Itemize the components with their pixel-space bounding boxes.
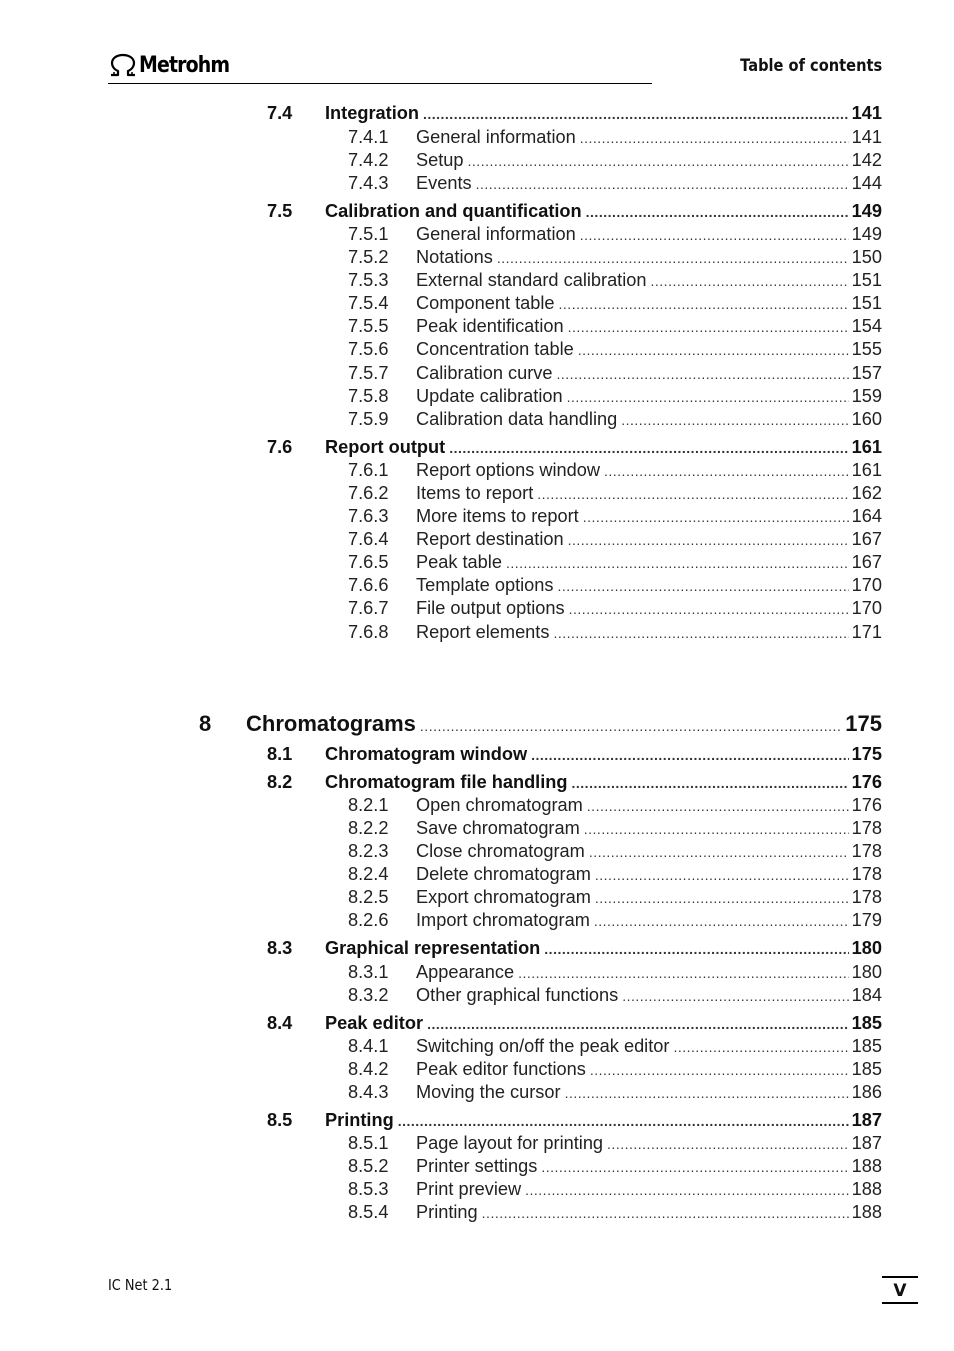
- toc-leader: [449, 436, 848, 460]
- toc-number: 7.4.2: [348, 150, 389, 170]
- toc-subsection-7-4-1[interactable]: [348, 125, 882, 149]
- toc-page: 180: [851, 938, 882, 958]
- toc-title: Calibration curve: [416, 363, 553, 383]
- toc-subsection-8-4-3[interactable]: [348, 1080, 882, 1104]
- toc-subsection-8-2-5[interactable]: [348, 885, 882, 909]
- toc-page: 176: [851, 772, 882, 792]
- toc-page: 151: [851, 293, 882, 313]
- toc-page: 179: [851, 910, 882, 930]
- toc-page: 176: [851, 795, 882, 815]
- toc-page: 162: [851, 483, 882, 503]
- toc-leader: [476, 172, 849, 196]
- toc-number: 8.1: [267, 744, 293, 764]
- toc-leader: [604, 459, 849, 483]
- toc-leader: [580, 223, 849, 247]
- toc-leader: [587, 794, 849, 818]
- toc-leader: [589, 840, 849, 864]
- toc-leader: [420, 711, 842, 741]
- toc-number: 7.5.1: [348, 224, 389, 244]
- toc-title: Report elements: [416, 622, 550, 642]
- toc-page: 175: [851, 744, 882, 764]
- toc-title: Close chromatogram: [416, 841, 585, 861]
- toc-page: 144: [851, 173, 882, 193]
- toc-leader: [423, 102, 849, 126]
- toc-number: 7.5.8: [348, 386, 389, 406]
- toc-title: Peak identification: [416, 316, 564, 336]
- toc-subsection-7-4-3[interactable]: [348, 171, 882, 195]
- toc-number: 7.4.1: [348, 127, 389, 147]
- toc-title: Export chromatogram: [416, 887, 591, 907]
- toc-section-8-2[interactable]: [267, 770, 882, 794]
- toc-title: Print preview: [416, 1179, 522, 1199]
- toc-page: 150: [851, 247, 882, 267]
- toc-subsection-8-5-4[interactable]: [348, 1200, 882, 1224]
- toc-number: 8.3.1: [348, 962, 389, 982]
- page-header-title: Table of contents: [739, 56, 882, 76]
- footer-product: IC Net 2.1: [108, 1276, 173, 1294]
- toc-page: 141: [851, 127, 882, 147]
- toc-number: 8.2.5: [348, 887, 389, 907]
- toc-page: 154: [851, 316, 882, 336]
- toc-subsection-7-5-9[interactable]: [348, 407, 882, 431]
- toc-section-7-6[interactable]: [267, 435, 882, 459]
- toc-number: 7.6.6: [348, 575, 389, 595]
- toc-subsection-7-4-2[interactable]: [348, 148, 882, 172]
- toc-title: Moving the cursor: [416, 1082, 561, 1102]
- toc-number: 7.5.7: [348, 363, 389, 383]
- toc-page: 171: [851, 622, 882, 642]
- toc-title: Notations: [416, 247, 493, 267]
- toc-number: 8.5: [267, 1110, 293, 1130]
- toc-leader: [556, 362, 848, 386]
- toc-section-7-4[interactable]: [267, 101, 882, 125]
- toc-page: 188: [851, 1179, 882, 1199]
- toc-page: 157: [851, 363, 882, 383]
- toc-leader: [565, 1081, 849, 1105]
- toc-page: 170: [851, 575, 882, 595]
- toc-page: 161: [851, 460, 882, 480]
- toc-leader: [651, 269, 849, 293]
- toc-leader: [559, 292, 849, 316]
- toc-subsection-8-4-2[interactable]: [348, 1057, 882, 1081]
- toc-leader: [586, 200, 849, 224]
- toc-title: Report options window: [416, 460, 600, 480]
- toc-title: Integration: [325, 103, 419, 123]
- toc-number: 8.2.1: [348, 795, 389, 815]
- toc-title: More items to report: [416, 506, 579, 526]
- toc-title: Chromatogram window: [325, 744, 528, 764]
- toc-number: 8.2.4: [348, 864, 389, 884]
- toc-subsection-7-5-7[interactable]: [348, 361, 882, 385]
- toc-page: 164: [851, 506, 882, 526]
- toc-page: 149: [851, 201, 882, 221]
- toc-subsection-8-3-2[interactable]: [348, 983, 882, 1007]
- toc-leader: [497, 246, 849, 270]
- toc-number: 8.3: [267, 938, 293, 958]
- toc-title: Printer settings: [416, 1156, 538, 1176]
- toc-page: 180: [851, 962, 882, 982]
- toc-page: 178: [851, 841, 882, 861]
- toc-subsection-8-5-1[interactable]: [348, 1131, 882, 1155]
- toc-title: Report output: [325, 437, 446, 457]
- toc-page: 155: [851, 339, 882, 359]
- toc-subsection-8-2-4[interactable]: [348, 862, 882, 886]
- toc-number: 7.6.8: [348, 622, 389, 642]
- brand-name: Metrohm: [139, 52, 230, 78]
- toc-title: Graphical representation: [325, 938, 541, 958]
- toc-title: Update calibration: [416, 386, 563, 406]
- toc-page: 167: [851, 552, 882, 572]
- toc-title: Import chromatogram: [416, 910, 590, 930]
- toc-leader: [537, 482, 848, 506]
- toc-leader: [506, 551, 849, 575]
- toc-subsection-8-4-1[interactable]: [348, 1034, 882, 1058]
- toc-number: 7.6.7: [348, 598, 389, 618]
- toc-page: 186: [851, 1082, 882, 1102]
- brand-logo: [108, 52, 244, 78]
- toc-section-8-3[interactable]: [267, 936, 882, 960]
- toc-subsection-7-6-4[interactable]: [348, 527, 882, 551]
- toc-leader: [578, 338, 849, 362]
- toc-title: Printing: [325, 1110, 394, 1130]
- toc-leader: [558, 574, 849, 598]
- toc-subsection-7-6-2[interactable]: [348, 481, 882, 505]
- toc-leader: [568, 315, 849, 339]
- toc-number: 8.5.2: [348, 1156, 389, 1176]
- toc-subsection-7-6-5[interactable]: [348, 550, 882, 574]
- toc-section-8-1[interactable]: [267, 742, 882, 766]
- toc-page: 185: [851, 1036, 882, 1056]
- toc-number: 8.4.2: [348, 1059, 389, 1079]
- toc-leader: [607, 1132, 849, 1156]
- toc-title: Concentration table: [416, 339, 574, 359]
- toc-number: 8.4: [267, 1013, 293, 1033]
- toc-title: Switching on/off the peak editor: [416, 1036, 670, 1056]
- toc-subsection-7-6-1[interactable]: [348, 458, 882, 482]
- toc-number: 7.6.4: [348, 529, 389, 549]
- toc-title: Other graphical functions: [416, 985, 619, 1005]
- toc-number: 8.4.1: [348, 1036, 389, 1056]
- header-divider: [108, 83, 652, 84]
- toc-number: 8.2.6: [348, 910, 389, 930]
- toc-leader: [567, 385, 849, 409]
- toc-page: 187: [851, 1110, 882, 1130]
- toc-subsection-8-5-3[interactable]: [348, 1177, 882, 1201]
- toc-subsection-7-5-2[interactable]: [348, 245, 882, 269]
- toc-leader: [580, 126, 849, 150]
- toc-number: 7.6.2: [348, 483, 389, 503]
- toc-page: 184: [851, 985, 882, 1005]
- toc-number: 7.4.3: [348, 173, 389, 193]
- toc-leader: [595, 886, 849, 910]
- toc-title: Printing: [416, 1202, 478, 1222]
- toc-page: 160: [851, 409, 882, 429]
- toc-title: Peak table: [416, 552, 502, 572]
- toc-subsection-7-5-4[interactable]: [348, 291, 882, 315]
- toc-leader: [595, 863, 849, 887]
- toc-leader: [427, 1012, 849, 1036]
- toc-subsection-8-5-2[interactable]: [348, 1154, 882, 1178]
- toc-number: 7.4: [267, 103, 293, 123]
- toc-number: 8.4.3: [348, 1082, 389, 1102]
- toc-title: Report destination: [416, 529, 564, 549]
- toc-leader: [583, 505, 849, 529]
- toc-leader: [531, 743, 849, 767]
- toc-page: 142: [851, 150, 882, 170]
- toc-section-7-5[interactable]: [267, 199, 882, 223]
- toc-number: 7.5: [267, 201, 293, 221]
- toc-title: Component table: [416, 293, 555, 313]
- toc-leader: [398, 1109, 849, 1133]
- toc-number: 7.6.1: [348, 460, 389, 480]
- toc-section-8-5[interactable]: [267, 1108, 882, 1132]
- toc-title: Calibration data handling: [416, 409, 618, 429]
- toc-number: 7.5.6: [348, 339, 389, 359]
- toc-number: 7.6.5: [348, 552, 389, 572]
- toc-leader: [568, 528, 849, 552]
- toc-number: 7.5.2: [348, 247, 389, 267]
- toc-page: 185: [851, 1013, 882, 1033]
- toc-number: 7.5.5: [348, 316, 389, 336]
- toc-page: 178: [851, 864, 882, 884]
- toc-leader: [544, 937, 848, 961]
- toc-title: Chromatogram file handling: [325, 772, 568, 792]
- toc-leader: [673, 1035, 848, 1059]
- toc-title: Events: [416, 173, 472, 193]
- toc-title: Peak editor functions: [416, 1059, 586, 1079]
- toc-page: 161: [851, 437, 882, 457]
- toc-page: 159: [851, 386, 882, 406]
- toc-page: 167: [851, 529, 882, 549]
- toc-page: 188: [851, 1202, 882, 1222]
- toc-subsection-7-5-1[interactable]: [348, 222, 882, 246]
- toc-page: 187: [851, 1133, 882, 1153]
- toc-title: Peak editor: [325, 1013, 424, 1033]
- toc-number: 7.5.9: [348, 409, 389, 429]
- toc-subsection-7-6-6[interactable]: [348, 573, 882, 597]
- toc-page: 188: [851, 1156, 882, 1176]
- toc-leader: [518, 961, 849, 985]
- toc-leader: [590, 1058, 849, 1082]
- toc-title: Chromatograms: [246, 711, 416, 736]
- toc-subsection-7-5-6[interactable]: [348, 337, 882, 361]
- toc-leader: [569, 597, 849, 621]
- toc-title: Save chromatogram: [416, 818, 580, 838]
- toc-page: 141: [851, 103, 882, 123]
- toc-title: General information: [416, 224, 576, 244]
- toc-page: 178: [851, 887, 882, 907]
- toc-chapter-8[interactable]: [199, 709, 882, 739]
- toc-title: Open chromatogram: [416, 795, 583, 815]
- toc-subsection-8-2-6[interactable]: [348, 908, 882, 932]
- toc-title: Setup: [416, 150, 464, 170]
- toc-leader: [584, 817, 849, 841]
- toc-subsection-7-6-3[interactable]: [348, 504, 882, 528]
- toc-title: Template options: [416, 575, 554, 595]
- toc-leader: [621, 408, 848, 432]
- toc-number: 7.6: [267, 437, 293, 457]
- toc-number: 7.6.3: [348, 506, 389, 526]
- toc-number: 8.5.3: [348, 1179, 389, 1199]
- toc-page: 170: [851, 598, 882, 618]
- toc-title: Calibration and quantification: [325, 201, 582, 221]
- toc-number: 8.2.3: [348, 841, 389, 861]
- toc-leader: [482, 1201, 849, 1225]
- toc-leader: [468, 149, 849, 173]
- toc-leader: [572, 771, 849, 795]
- toc-subsection-7-6-7[interactable]: [348, 596, 882, 620]
- omega-logo-icon: [108, 53, 138, 77]
- toc-number: 8.2.2: [348, 818, 389, 838]
- toc-title: Items to report: [416, 483, 534, 503]
- toc-subsection-8-3-1[interactable]: [348, 960, 882, 984]
- toc-subsection-7-6-8[interactable]: [348, 620, 882, 644]
- toc-leader: [541, 1155, 848, 1179]
- toc-section-8-4[interactable]: [267, 1011, 882, 1035]
- page-number: V: [882, 1276, 918, 1304]
- toc-number: 7.5.3: [348, 270, 389, 290]
- toc-page: 178: [851, 818, 882, 838]
- toc-leader: [553, 621, 848, 645]
- page-header: [108, 50, 882, 84]
- toc-subsection-7-5-8[interactable]: [348, 384, 882, 408]
- toc-page: 149: [851, 224, 882, 244]
- toc-title: Page layout for printing: [416, 1133, 604, 1153]
- toc-page: 175: [845, 711, 882, 736]
- toc-subsection-7-5-3[interactable]: [348, 268, 882, 292]
- toc-title: File output options: [416, 598, 565, 618]
- toc-page: 151: [851, 270, 882, 290]
- toc-title: Delete chromatogram: [416, 864, 591, 884]
- toc-number: 7.5.4: [348, 293, 389, 313]
- toc-subsection-8-2-3[interactable]: [348, 839, 882, 863]
- toc-subsection-8-2-1[interactable]: [348, 793, 882, 817]
- toc-page: 185: [851, 1059, 882, 1079]
- toc-number: 8: [199, 711, 212, 736]
- toc-leader: [594, 909, 849, 933]
- toc-number: 8.2: [267, 772, 293, 792]
- toc-title: External standard calibration: [416, 270, 647, 290]
- toc-leader: [622, 984, 848, 1008]
- toc-title: Appearance: [416, 962, 515, 982]
- toc-number: 8.5.4: [348, 1202, 389, 1222]
- toc-title: General information: [416, 127, 576, 147]
- toc-subsection-7-5-5[interactable]: [348, 314, 882, 338]
- toc-number: 8.5.1: [348, 1133, 389, 1153]
- toc-number: 8.3.2: [348, 985, 389, 1005]
- toc-leader: [525, 1178, 849, 1202]
- toc-subsection-8-2-2[interactable]: [348, 816, 882, 840]
